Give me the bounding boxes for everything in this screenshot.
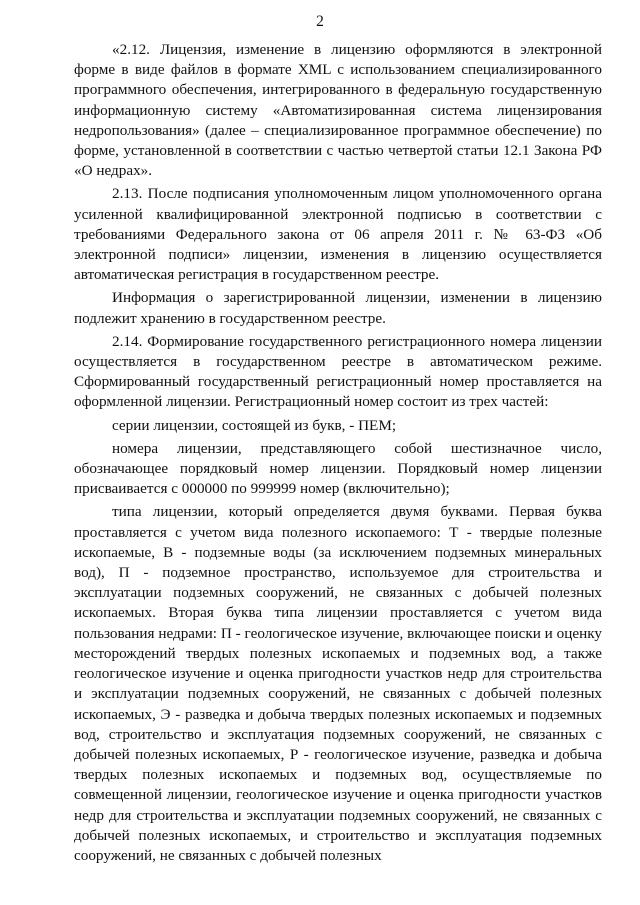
paragraph-2-13: 2.13. После подписания уполномоченным лицом уполномоченного органа усиленной квалифицированной электронной подписью в соответствии с требованиями Федерального закона от 06 апреля 2011 г. № 63-ФЗ «Об электронной подписи» лицензии, изменения в лицензию осуществляется автоматическая регистрация в государственном реестре.: [74, 185, 602, 284]
paragraph-license-number: номера лицензии, представляющего собой шестизначное число, обозначающее порядковый номер лицензии. Порядковый номер лицензии присваивается с 000000 по 999999 номер (включительно);: [74, 439, 602, 498]
paragraph-2-14: 2.14. Формирование государственного регистрационного номера лицензии осуществляется в государственном реестре в автоматическом режиме. Сформированный государственный регистрационный номер проставляется на оформленной лицензии. Регистрационный номер состоит из трех частей:: [74, 332, 602, 411]
paragraph-license-type: типа лицензии, который определяется двумя буквами. Первая буква проставляется с учетом вида полезного ископаемого: Т - твердые полезные ископаемые, В - подземные воды (за исключением подземных минеральных вод), П - подземное пространство, используемое для строительства и эксплуатации подземных сооружений, не связанных с добычей полезных ископаемых. Вторая буква типа лицензии проставляется с учетом вида пользования недрами: П - геологическое изучение, включающее поиски и оценку месторождений твердых полезных ископаемых и подземных вод, а также геологическое изучение и оценка пригодности участков недр для строительства и эксплуатации подземных сооружений, не связанных с добычей полезных ископаемых, Э - разведка и добыча твердых полезных ископаемых и подземных вод, строительство и эксплуатация подземных сооружений, не связанных с добычей полезных ископаемых, Р - геологическое изучение, разведка и добыча твердых полезных ископаемых и подземных вод, осуществляемые по совмещенной лицензии, геологическое изучение и оценка пригодности участков недр для строительства и эксплуатации подземных сооружений, не связанных с добычей полезных ископаемых, и строительство и эксплуатация подземных сооружений, не связанных с добычей полезных: [74, 503, 602, 864]
paragraph-2-12: «2.12. Лицензия, изменение в лицензию оформляются в электронной форме в виде файлов в формате XML с использованием специализированного программного обеспечения, интегрированного в федеральную государственную информационную систему «Автоматизированная система лицензирования недропользования» (далее – специализированное программное обеспечение) по форме, установленной в соответствии с частью четвертой статьи 12.1 Закона РФ «О недрах».: [74, 41, 602, 180]
paragraph-registry-storage: Информация о зарегистрированной лицензии, изменении в лицензию подлежит хранению в государственном реестре.: [74, 289, 602, 327]
paragraph-license-series: серии лицензии, состоящей из букв, - ПЕМ;: [112, 416, 397, 434]
page-number: 2: [316, 13, 324, 30]
document-body: [74, 40, 602, 866]
